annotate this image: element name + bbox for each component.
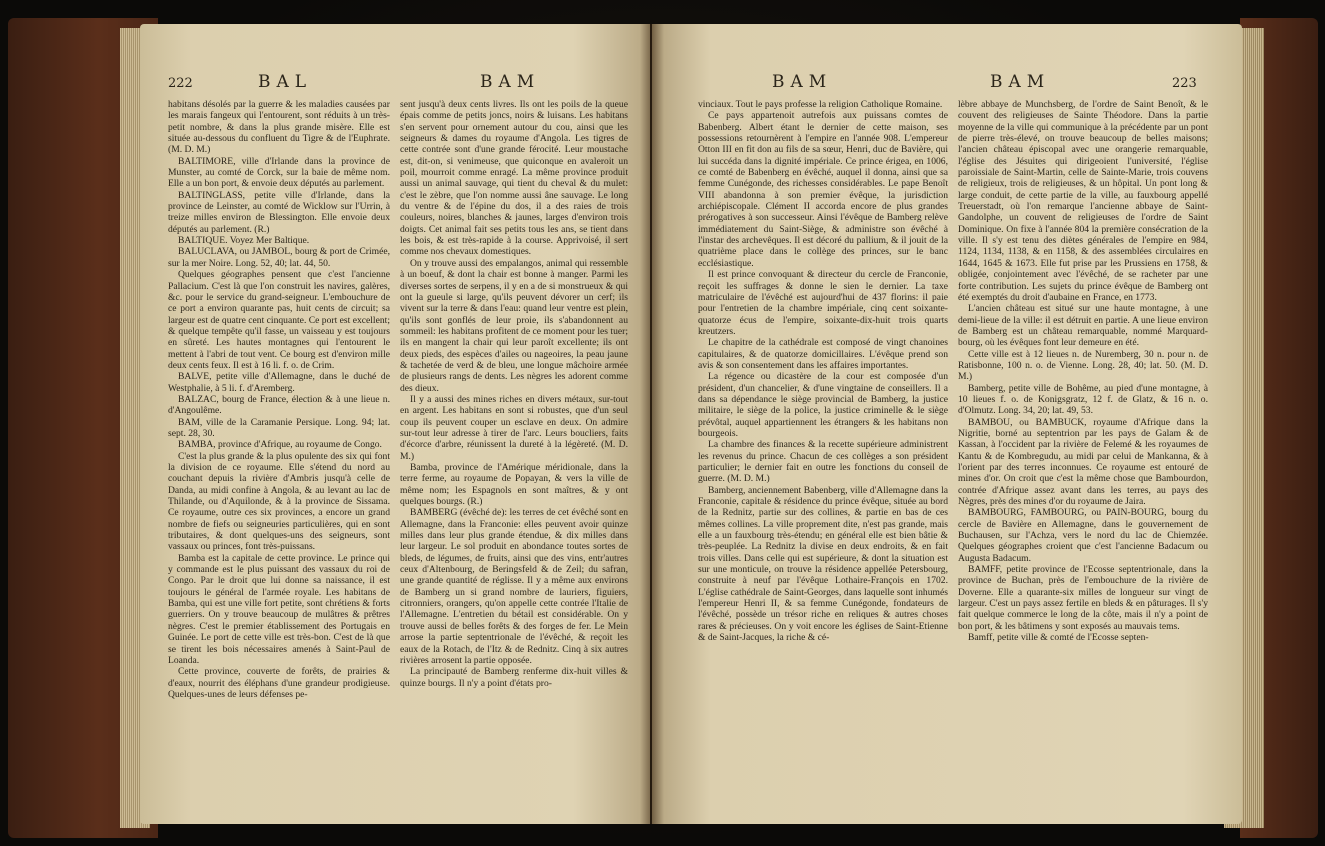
entry-bam: BAM, ville de la Caramanie Persique. Long. 94; lat. sept. 28, 30. bbox=[168, 416, 390, 439]
running-head-left: BAM bbox=[772, 72, 833, 92]
paragraph: La principauté de Bamberg renferme dix-huit villes & quinze bourgs. Il n'y a point d'états pro- bbox=[400, 666, 628, 689]
right-page bbox=[652, 24, 1242, 824]
entry-bamff: BAMFF, petite province de l'Ecosse septentrionale, dans la province de Buchan, près de l'embouchure de la rivière de Doverne. Elle a quarante-six milles de longueur sur vingt de largeur. C'est un pays assez fertile en bleds & en pâturages. Il s'y fait quelque commerce le long de la côte, mais il n'y a point de bon port, & les bâtimens y sont exposés au mauvais tems. bbox=[958, 564, 1208, 632]
entry-bamberg-eveche: BAMBERG (évêché de): les terres de cet évêché sont en Allemagne, dans la Franconie: elles peuvent avoir quinze milles dans leur plus grande étendue, & dix milles dans leur largeur. Le sol produit en abondance toutes sortes de bleds, de légumes, de fruits, ainsi que des vins, entr'autres ceux d'Altenbourg, de Beringsfeld & de Zeil; du safran, une grande quantité de réglisse. Il y a même aux environs de Bamberg un si grand nombre de lauriers, figuiers, citronniers, orangers, qu'on appelle cette contrée l'Italie de l'Allemagne. L'entretien du bétail est considérable. On y trouve aussi de belles forêts & des forges de fer. Le Mein arrose la partie septentrionale de l'évêché, & reçoit les eaux de la Rotach, de l'Itz & de Rednitz. Cinq à six autres rivières arrosent la partie opposée. bbox=[400, 507, 628, 666]
right-page-header bbox=[652, 72, 1242, 96]
entry-bamff-ville: Bamff, petite ville & comté de l'Ecosse septen- bbox=[968, 632, 1149, 644]
entry-bamberg-boheme: Bamberg, petite ville de Bohême, au pied d'une montagne, à 10 lieues f. o. de Konigsgratz, 12 f. de Glatz, & 16 n. o. d'Olmutz. Long. 34, 20; lat. 49, 53. bbox=[958, 382, 1208, 417]
entry-baltinglass: BALTINGLASS, petite ville d'Irlande, dans la province de Leinster, au comté de Wicklow sur l'Urrin, à treize milles environ de Blessington. Elle envoie deux députés au parlement. (R.) bbox=[168, 189, 390, 235]
entry-bamberg-ville: Bamberg, anciennement Babenberg, ville d'Allemagne dans la Franconie, capitale & résidence du prince évêque, située au bord de la Rednitz, partie sur des collines, & partie en bas de ces mêmes collines. La ville proprement dite, n'est pas grande, mais elle a un fauxbourg très-étendu; en général elle est bien bâtie & très-peuplée. La Rednitz la divise en deux endroits, & en fait trois villes. Dans celle qui est supérieure, & dont la situation est sur une monticule, on trouve la résidence appellée Petersbourg, construite à neuf par l'évêque Lothaire-François en 1702. L'église cathédrale de Saint-Georges, dans laquelle sont inhumés l'empereur Henri II, & sa femme Cunégonde, fondateurs de l'évêché, possède un trésor riche en reliques & autres choses rares & précieuses. On y voit encore les églises de Saint-Etienne & de Saint-Jacques, la riche & cé- bbox=[698, 484, 948, 644]
text-column-2 bbox=[958, 99, 1208, 644]
entry-balzac: BALZAC, bourg de France, élection & à une lieue n. d'Angoulême. bbox=[168, 393, 390, 417]
paragraph: L'ancien château est situé sur une haute montagne, à une demi-lieue de la ville: il est détruit en partie. A une lieue environ de Bamberg est un château remarquable, nommé Marquard-bourg, où les évêques font leur demeure en été. bbox=[958, 303, 1208, 349]
left-page bbox=[140, 24, 650, 824]
running-head-left: BAL bbox=[258, 72, 313, 92]
entry-baltique: BALTIQUE. Voyez Mer Baltique. bbox=[178, 235, 310, 247]
page-number: 222 bbox=[168, 76, 193, 91]
entry-bambourg: BAMBOURG, FAMBOURG, ou PAIN-BOURG, bourg du cercle de Bavière en Allemagne, dans le gouvernement de Buchausen, sur l'Achza, vers le nord du lac de Chiemzée. Quelques géographes croient que c'est l'ancienne Badacum ou Augusta Badacum. bbox=[958, 507, 1208, 564]
entry-baltimore: BALTIMORE, ville d'Irlande dans la province de Munster, au comté de Corck, sur la baie de même nom. Elle a un bon port, & envoie deux députés au parlement. bbox=[168, 155, 390, 190]
paragraph: Cette ville est à 12 lieues n. de Nuremberg, 30 n. pour n. de Ratisbonne, 100 n. o. de Vienne. Long. 28, 40; lat. 50. (M. D. M.) bbox=[958, 348, 1208, 383]
text-column-1 bbox=[168, 99, 390, 700]
paragraph: On y trouve aussi des empalangos, animal qui ressemble à un boeuf, & dont la chair est bonne à manger. Parmi les diverses sortes de serpens, il y en a de si monstrueux & qui ont la gueule si large, qu'ils peuvent dévorer un cerf; ils vivent sur la terre & dans l'eau: quand leur ventre est plein, qu'ils sont gonflés de leur proie, ils s'abandonnent au sommeil: les habitans profitent de ce moment pour les tuer; ils en mangent la chair qui leur paroît excellente; ils ont deux pieds, des espèces d'ailes ou nageoires, la peau jaune & tachetée de verd & de bleu, une longue mâchoire armée de plusieurs rangs de dents. Les nègres les adorent comme des dieux. bbox=[400, 257, 628, 394]
entry-bamba-amerique: Bamba, province de l'Amérique méridionale, dans la terre ferme, au royaume de Popayan, & vers la ville de même nom; les Espagnols en sont maîtres, & y ont quelques bourgs. (R.) bbox=[400, 462, 628, 508]
paragraph: La chambre des finances & la recette supérieure administrent les revenus du prince. Chacun de ces collèges a son président particulier; le dernier fait en outre les fonctions du conseil de guerre. (M. D. M.) bbox=[698, 439, 948, 485]
text-column-1 bbox=[698, 99, 948, 644]
running-head-right: BAM bbox=[480, 72, 541, 92]
entry-balve: BALVE, petite ville d'Allemagne, dans le duché de Westphalie, à 5 li. f. d'Aremberg. bbox=[168, 371, 390, 394]
left-page-header bbox=[140, 72, 650, 96]
paragraph: lèbre abbaye de Munchsberg, de l'ordre de Saint Benoît, & le couvent des religieuses de Sainte Théodore. Dans la partie moyenne de la ville qui communique à la précédente par un pont de pierre très-élevé, on trouve beaucoup de belles maisons; l'ancien château épiscopal avec une orangerie remarquable, l'église des Jésuites qui dirigeoient l'université, l'église paroissiale de Saint-Martin, celle de Sainte-Marie, trois couvens de religieux, trois de religieuses, & un hôpital. Un pont long & large conduit, de cette partie de la ville, au fauxbourg appellé Treuerstadt, où l'on remarque l'ancienne abbaye de Saint-Gandolphe, un couvent de religieuses de l'ordre de Saint Dominique. On fixe à l'année 804 la première consécration de la ville. Il s'y est tenu des diètes générales de l'empire en 984, 1124, 1134, 1138, & en 1158, & des assemblées circulaires en 1644, 1645 & 1673. Elle fut prise par les Prussiens en 1758, & obligée, conjointement avec l'évêché, de se racheter par une forte contribution. Les sujets du prince évêque de Bamberg ont été exemptés du droit d'aubaine en France, en 1773. bbox=[958, 99, 1208, 303]
paragraph: La régence ou dicastère de la cour est composée d'un président, d'un chancelier, & d'une vingtaine de conseillers. Il a dans sa dépendance le siège provincial de Bamberg, la justice militaire, le siège de la police, la justice criminelle & le siège prévôtal, auquel appartiennent les étrangers & les habitans non bourgeois. bbox=[698, 371, 948, 439]
paragraph: Cette province, couverte de forêts, de prairies & d'eaux, nourrit des éléphans d'une grandeur prodigieuse. Quelques-unes de leurs défenses pe- bbox=[168, 666, 390, 700]
entry-bambou: BAMBOU, ou BAMBUCK, royaume d'Afrique dans la Nigritie, borné au septentrion par les pays de Galam & de Kassan, à l'occident par la rivière de Felemé & les royaumes de Kantu & de Kombregudu, au midi par celui de Mankanna, & à l'orient par des terres inconnues. Ce royaume est entouré de mines d'or. On croit que c'est la même chose que Bambourdon, contrée d'Afrique assez avant dans les terres, au pays des Nègres, près des mines d'or du royaume de Jaira. bbox=[958, 416, 1208, 508]
entry-bamba: BAMBA, province d'Afrique, au royaume de Congo. bbox=[178, 439, 382, 451]
paragraph: C'est la plus grande & la plus opulente des six qui font la division de ce royaume. Elle s'étend du nord au couchant depuis la rivière d'Ambris jusqu'à celle de Danda, au midi confine à Angola, & au levant au lac de Thilande, ou d'Aquilonde, & à la province de Sissama. Ce royaume, outre ces six provinces, a encore un grand nombre de fiefs ou seigneuries particulières, qui en sont tributaires, & dont quelques-uns des seigneurs, sont vassaux ou princes, font très-puissans. bbox=[168, 450, 390, 553]
paragraph: Il est prince convoquant & directeur du cercle de Franconie, reçoit les suffrages & donne le sien le dernier. La taxe matriculaire de l'évêché est aujourd'hui de 437 florins: il paie pour l'entretien de la chambre impériale, cinq cent soixante-quatorze écus de l'empire, soixante-dix-huit trois quarts kreutzers. bbox=[698, 269, 948, 337]
paragraph: habitans désolés par la guerre & les maladies causées par les marais fangeux qui l'entourent, sont réduits à un très-petit nombre, & dans la plus grande misère. Elle est située au-dessous du confluent du Tigre & de l'Euphrate. (M. D. M.) bbox=[168, 99, 390, 156]
paragraph: Bamba est la capitale de cette province. Le prince qui y commande est le plus puissant des vassaux du roi de Congo. Par le droit que lui donne sa naissance, il est toujours le général de l'armée royale. Les habitans de Bamba, qui est une ville fort petite, sont chrétiens & forts guerriers. On y trouve beaucoup de mulâtres & prêtres nègres. C'est le premier établissement des Portugais en Guinée. Le port de cette ville est très-bon. C'est de là que se tirent les bois nécessaires amenés à Saint-Paul de Loanda. bbox=[168, 552, 390, 666]
page-number: 223 bbox=[1172, 76, 1197, 91]
paragraph: Ce pays appartenoit autrefois aux puissans comtes de Babenberg. Albert étant le dernier de cette maison, ses possessions retournèrent à l'empire en l'année 908. L'empereur Otton III en fit don au fils de sa sœur, Henri, duc de Bavière, qui lui succéda dans la dignité impériale. Ce prince érigea, en 1006, ce comté de Babenberg en évêché, auquel il donna, ainsi que sa femme Cunégonde, des richesses considérables. Le pape Benoît VIII abandonna à son premier évêque, la jurisdiction archiépiscopale. Clément II accorda encore de plus grandes prérogatives à son successeur. Ainsi l'évêque de Bamberg relève immédiatement du Saint-Siège, & administre son évêché à l'instar des archevêques. Il est décoré du pallium, & il jouit de la quatrième place dans le collège des princes, sur le banc ecclésiastique. bbox=[698, 110, 948, 269]
paragraph: Il y a aussi des mines riches en divers métaux, sur-tout en argent. Les habitans en sont si robustes, que d'un seul coup ils peuvent couper un esclave en deux. On admire sur-tout leur adresse à tirer de l'arc. Leurs boucliers, faits d'écorce d'arbre, réunissent la dureté à la légèreté. (M. D. M.) bbox=[400, 393, 628, 462]
text-column-2 bbox=[400, 99, 628, 689]
entry-baluclava: BALUCLAVA, ou JAMBOL, bourg & port de Crimée, sur la mer Noire. Long. 52, 40; lat. 44, 50. bbox=[168, 246, 390, 269]
paragraph: vinciaux. Tout le pays professe la religion Catholique Romaine. bbox=[698, 99, 943, 110]
paragraph: Quelques géographes pensent que c'est l'ancienne Pallacium. C'est là que l'on construit les navires, galères, &c. pour le service du grand-seigneur. L'embouchure de ce port a environ quarante pas, huit cents de circuit; sa largeur est de quatre cent cinquante. Ce port est excellent; & quelque tempête qu'il fasse, un vaisseau y est toujours en sûreté. Les hautes montagnes qui l'entourent le mettent à l'abri de tout vent. Ce bourg est d'environ mille deux cents feux. Il est à 16 li. f. o. de Crim. bbox=[168, 269, 390, 371]
paragraph: Le chapitre de la cathédrale est composé de vingt chanoines capitulaires, & de quatorze domicillaires. L'évêque prend son avis & son consentement dans les affaires importantes. bbox=[698, 337, 948, 371]
running-head-right: BAM bbox=[990, 72, 1051, 92]
book-gutter bbox=[640, 24, 664, 824]
paragraph: sent jusqu'à deux cents livres. Ils ont les poils de la queue épais comme de petits joncs, noirs & luisans. Les habitans s'en servent pour ornement autour du cou, ainsi que les seigneurs & dames du royaume d'Angola. Les tigres de cette contrée sont d'une grande férocité. Leur moustache est, dit-on, si venimeuse, que quiconque en avaleroit un poil, mourroit comme enragé. La même province produit aussi un animal sauvage, qui tient du cheval & du mulet: c'est le zèbre, que l'on nomme aussi âne sauvage. Le long du ventre & de l'épine du dos, il a des raies de trois couleurs, noires, blanches & jaunes, larges d'environ trois doigts. Cet animal fait ses petits tous les ans, se tient dans les bois, & est très-rapide à la course. Apprivoisé, il sert comme nos chevaux domestiques. bbox=[400, 99, 628, 258]
